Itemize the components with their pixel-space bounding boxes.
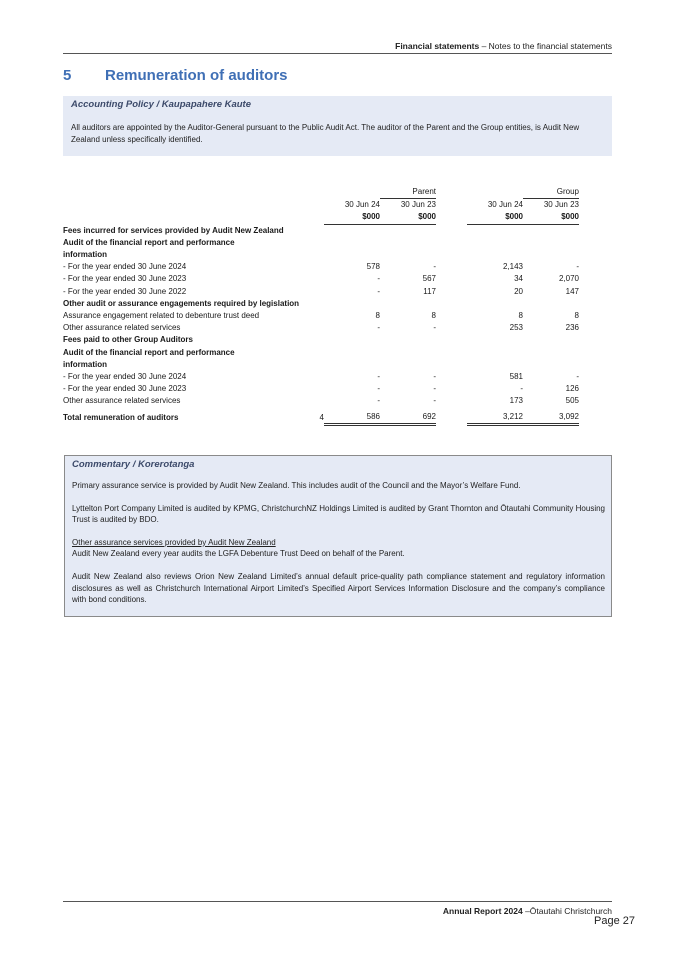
cell-value: 8 bbox=[375, 311, 380, 321]
cell-value: - bbox=[433, 372, 436, 382]
column-gap bbox=[436, 334, 467, 346]
col-header: 30 Jun 24 bbox=[344, 200, 380, 210]
row-label: Fees paid to other Group Auditors bbox=[63, 335, 193, 345]
cell-value: - bbox=[377, 323, 380, 333]
cell-value bbox=[523, 224, 579, 237]
note-ref bbox=[313, 334, 324, 346]
footer-city: –Ōtautahi Christchurch bbox=[522, 906, 612, 916]
commentary-paragraph: Primary assurance service is provided by Audit New Zealand. This includes audit of the Council and the Mayor’s Welfare Fund. bbox=[72, 481, 521, 490]
commentary-box bbox=[64, 455, 612, 617]
auditor-fees-table bbox=[63, 186, 579, 426]
table-group-header bbox=[63, 186, 579, 199]
cell-value bbox=[380, 237, 436, 249]
cell-value: - bbox=[520, 384, 523, 394]
table-column-header bbox=[63, 199, 579, 212]
cell-value: 586 bbox=[324, 408, 380, 425]
row-label: Total remuneration of auditors bbox=[63, 413, 179, 423]
column-gap bbox=[436, 383, 467, 395]
row-label: information bbox=[63, 250, 107, 259]
note-ref bbox=[313, 383, 324, 395]
commentary-paragraph: Audit New Zealand also reviews Orion New Zealand Limited’s annual default price-quality path compliance statement and regulatory information disclosures as well as Christchurch International Airport Limited’s Specified Airport Services Information Disclosure and the company’s compliance with bond conditions. bbox=[72, 571, 605, 605]
unit-label: $000 bbox=[380, 211, 436, 224]
row-label: - For the year ended 30 June 2022 bbox=[63, 286, 187, 296]
cell-value: - bbox=[377, 274, 380, 284]
cell-value bbox=[523, 347, 579, 359]
cell-value: 117 bbox=[423, 286, 436, 296]
cell-value bbox=[467, 249, 523, 261]
row-label: information bbox=[63, 359, 107, 369]
row-label: - For the year ended 30 June 2024 bbox=[63, 372, 187, 382]
note-ref bbox=[313, 359, 324, 371]
note-ref bbox=[313, 237, 324, 249]
cell-value bbox=[523, 334, 579, 346]
cell-value: 34 bbox=[514, 274, 523, 284]
cell-value: 8 bbox=[574, 311, 579, 321]
table-units-row bbox=[63, 211, 579, 224]
cell-value: 578 bbox=[366, 262, 380, 272]
cell-value bbox=[467, 237, 523, 249]
note-ref bbox=[313, 273, 324, 285]
table-row bbox=[63, 286, 579, 298]
cell-value bbox=[467, 334, 523, 346]
cell-value: - bbox=[377, 384, 380, 394]
table-row bbox=[63, 383, 579, 395]
cell-value: 8 bbox=[431, 311, 436, 321]
row-label: Other assurance related services bbox=[63, 396, 181, 406]
cell-value: 173 bbox=[509, 396, 523, 406]
column-gap bbox=[436, 298, 467, 310]
col-header: 30 Jun 23 bbox=[543, 200, 579, 210]
cell-value bbox=[324, 347, 380, 359]
table-row bbox=[63, 224, 579, 237]
cell-value: 2,143 bbox=[502, 262, 523, 272]
column-gap bbox=[436, 395, 467, 407]
cell-value: 567 bbox=[422, 274, 436, 284]
row-label: Audit of the financial report and performance bbox=[63, 237, 235, 247]
page-number: Page 27 bbox=[594, 915, 635, 927]
cell-value: - bbox=[576, 372, 579, 382]
cell-value bbox=[324, 298, 380, 310]
cell-value: 147 bbox=[565, 286, 579, 296]
row-label: Fees incurred for services provided by Audit New Zealand bbox=[63, 225, 284, 235]
cell-value: - bbox=[377, 286, 380, 296]
note-ref bbox=[313, 395, 324, 407]
cell-value bbox=[324, 224, 380, 237]
cell-value: 692 bbox=[380, 408, 436, 425]
cell-value: 8 bbox=[518, 311, 523, 321]
row-label: Audit of the financial report and performance bbox=[63, 347, 235, 357]
cell-value bbox=[324, 237, 380, 249]
note-ref bbox=[313, 310, 324, 322]
table-row bbox=[63, 249, 579, 261]
cell-value: - bbox=[576, 262, 579, 272]
row-label: - For the year ended 30 June 2024 bbox=[63, 262, 187, 272]
table-row bbox=[63, 322, 579, 334]
header-section: Financial statements bbox=[395, 41, 480, 51]
table-row bbox=[63, 310, 579, 322]
cell-value: 505 bbox=[565, 396, 579, 406]
table-row bbox=[63, 371, 579, 383]
unit-label: $000 bbox=[523, 211, 579, 224]
cell-value bbox=[380, 334, 436, 346]
note-ref bbox=[313, 224, 324, 237]
section-number: 5 bbox=[63, 67, 72, 84]
running-footer bbox=[443, 906, 612, 916]
col-header: 30 Jun 23 bbox=[400, 200, 436, 210]
table-row bbox=[63, 273, 579, 285]
cell-value: 20 bbox=[514, 286, 523, 296]
policy-title: Accounting Policy / Kaupapahere Kaute bbox=[71, 99, 252, 110]
unit-label: $000 bbox=[324, 211, 380, 224]
cell-value: 581 bbox=[509, 372, 523, 382]
column-gap bbox=[436, 273, 467, 285]
accounting-policy-box bbox=[63, 96, 612, 156]
cell-value: - bbox=[377, 396, 380, 406]
cell-value bbox=[380, 347, 436, 359]
cell-value bbox=[324, 249, 380, 261]
table-row bbox=[63, 237, 579, 249]
cell-value bbox=[467, 224, 523, 237]
table-row bbox=[63, 347, 579, 359]
cell-value: 253 bbox=[509, 323, 523, 333]
table-row bbox=[63, 261, 579, 273]
column-gap bbox=[436, 237, 467, 249]
cell-value bbox=[380, 359, 436, 371]
parent-group-label: Parent bbox=[380, 186, 436, 199]
commentary-subheading: Other assurance services provided by Audit New Zealand bbox=[72, 537, 276, 547]
row-label: Assurance engagement related to debenture trust deed bbox=[63, 311, 260, 321]
cell-value: - bbox=[433, 396, 436, 406]
commentary-text: Audit New Zealand every year audits the LGFA Debenture Trust Deed on behalf of the Parent. bbox=[72, 549, 405, 559]
column-gap bbox=[436, 371, 467, 383]
column-gap bbox=[436, 286, 467, 298]
table-row bbox=[63, 395, 579, 407]
column-gap bbox=[436, 347, 467, 359]
row-label: Other assurance related services bbox=[63, 323, 181, 333]
cell-value bbox=[523, 298, 579, 310]
row-label: Other audit or assurance engagements required by legislation bbox=[63, 298, 300, 308]
row-label: - For the year ended 30 June 2023 bbox=[63, 384, 187, 394]
footer-report-title: Annual Report 2024 bbox=[442, 906, 523, 916]
unit-label: $000 bbox=[467, 211, 523, 224]
cell-value bbox=[523, 237, 579, 249]
note-ref bbox=[313, 347, 324, 359]
policy-text: All auditors are appointed by the Auditor-General pursuant to the Public Audit Act. The auditor of the Parent and the Group entities, is Audit New Zealand unless specifically identified. bbox=[71, 123, 580, 144]
section-title bbox=[63, 67, 288, 84]
group-group-label: Group bbox=[523, 186, 579, 199]
running-header bbox=[395, 41, 612, 51]
header-rule bbox=[63, 53, 612, 54]
cell-value bbox=[324, 359, 380, 371]
commentary-title: Commentary / Korerotanga bbox=[72, 459, 195, 470]
note-ref bbox=[313, 371, 324, 383]
cell-value bbox=[523, 249, 579, 261]
column-gap bbox=[436, 261, 467, 273]
cell-value bbox=[324, 334, 380, 346]
column-gap bbox=[436, 224, 467, 237]
footer-rule bbox=[63, 901, 612, 902]
row-label: - For the year ended 30 June 2023 bbox=[63, 274, 187, 284]
note-ref bbox=[313, 298, 324, 310]
column-gap bbox=[436, 310, 467, 322]
col-header: 30 Jun 24 bbox=[487, 200, 523, 210]
cell-value: 3,212 bbox=[467, 408, 523, 425]
cell-value bbox=[467, 359, 523, 371]
cell-value: 236 bbox=[565, 323, 579, 333]
cell-value bbox=[467, 347, 523, 359]
column-gap bbox=[436, 249, 467, 261]
cell-value: 3,092 bbox=[523, 408, 579, 425]
table-row bbox=[63, 359, 579, 371]
total-row bbox=[63, 408, 579, 425]
cell-value: - bbox=[377, 372, 380, 382]
note-ref bbox=[313, 261, 324, 273]
table-row bbox=[63, 334, 579, 346]
cell-value bbox=[523, 359, 579, 371]
column-gap bbox=[436, 322, 467, 334]
column-gap bbox=[436, 408, 467, 425]
cell-value: 2,070 bbox=[558, 274, 579, 284]
cell-value bbox=[380, 224, 436, 237]
cell-value: - bbox=[433, 384, 436, 394]
header-subsection: – Notes to the financial statements bbox=[479, 41, 612, 51]
column-gap bbox=[436, 359, 467, 371]
commentary-paragraph: Lyttelton Port Company Limited is audited by KPMG, ChristchurchNZ Holdings Limited is audited by Grant Thornton and Ōtautahi Community Housing Trust is audited by BDO. bbox=[72, 503, 605, 525]
note-ref: 4 bbox=[319, 413, 324, 423]
cell-value bbox=[467, 298, 523, 310]
section-heading: Remuneration of auditors bbox=[105, 67, 288, 84]
commentary-paragraph bbox=[72, 537, 605, 560]
note-ref bbox=[313, 249, 324, 261]
note-ref bbox=[313, 286, 324, 298]
cell-value: 126 bbox=[565, 384, 579, 394]
table-row bbox=[63, 298, 579, 310]
cell-value: - bbox=[433, 262, 436, 272]
note-ref bbox=[313, 322, 324, 334]
cell-value bbox=[380, 249, 436, 261]
cell-value bbox=[380, 298, 436, 310]
cell-value: - bbox=[433, 323, 436, 333]
